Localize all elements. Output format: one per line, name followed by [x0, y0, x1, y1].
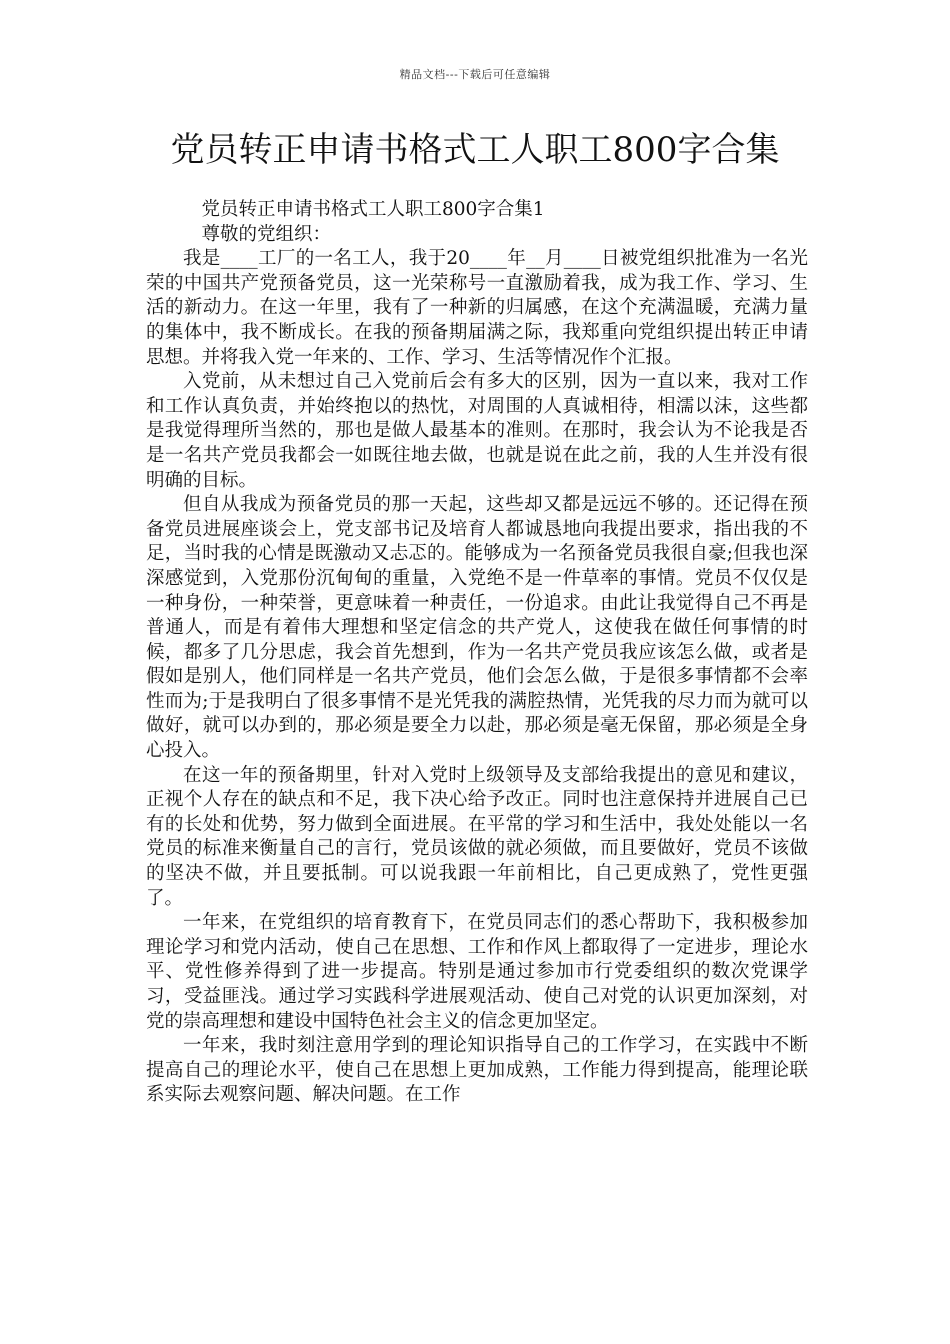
section-subtitle: 党员转正申请书格式工人职工800字合集1 — [201, 199, 545, 220]
paragraph-3: 但自从我成为预备党员的那一天起，这些却又都是远远不够的。还记得在预备党员进展座谈会上，党支部书记及培育人都诚恳地向我提出要求，指出我的不足，当时我的心情是既激动又忐忑的。能够成为一名预备党员我很自豪;但我也深深感觉到，入党那份沉甸甸的重量，入党绝不是一件草率的事情。党员不仅仅是一种身份，一种荣誉，更意味着一种责任，一份追求。由此让我觉得自己不再是普通人，而是有着伟大理想和坚定信念的共产党人，这使我在做任何事情的时候，都多了几分思虑，我会首先想到，作为一名共产党员我应该怎么做，或者是假如是别人，他们同样是一名共产党员，他们会怎么做，于是很多事情都不会率性而为;于是我明白了很多事情不是光凭我的满腔热情，光凭我的尽力而为就可以做好，就可以办到的，那必须是要全力以赴，那必须是毫无保留，那必须是全身心投入。 — [146, 494, 808, 762]
paragraph-4: 在这一年的预备期里，针对入党时上级领导及支部给我提出的意见和建议，正视个人存在的缺点和不足，我下决心给予改正。同时也注意保持并进展自己已有的长处和优势，努力做到全面进展。在平常的学习和生活中，我处处能以一名党员的标准来衡量自己的言行，党员该做的就必须做，而且要做好，党员不该做的坚决不做，并且要抵制。可以说我跟一年前相比，自己更成熟了，党性更强了。 — [146, 764, 808, 909]
paragraph-5: 一年来，在党组织的培育教育下，在党员同志们的悉心帮助下，我积极参加理论学习和党内活动，使自己在思想、工作和作风上都取得了一定进步，理论水平、党性修养得到了进一步提高。特别是通过参加市行党委组织的数次党课学习，受益匪浅。通过学习实践科学进展观活动、使自己对党的认识更加深刻，对党的崇高理想和建设中国特色社会主义的信念更加坚定。 — [146, 912, 808, 1032]
document-title: 党员转正申请书格式工人职工800字合集 — [170, 130, 780, 170]
greeting: 尊敬的党组织： — [201, 223, 332, 245]
document-body — [146, 198, 808, 1108]
paragraph-6: 一年来，我时刻注意用学到的理论知识指导自己的工作学习，在实践中不断提高自己的理论水平，使自己在思想上更加成熟，工作能力得到提高，能理论联系实际去观察问题、解决问题。在工作 — [146, 1035, 808, 1106]
paragraph-1: 我是____工厂的一名工人，我于20____年__月____日被党组织批准为一名光荣的中国共产党预备党员，这一光荣称号一直激励着我，成为我工作、学习、生活的新动力。在这一年里，我有了一种新的归属感，在这个充满温暖，充满力量的集体中，我不断成长。在我的预备期届满之际，我郑重向党组织提出转正申请思想。并将我入党一年来的、工作、学习、生活等情况作个汇报。 — [146, 248, 808, 368]
paragraph-2: 入党前，从未想过自己入党前后会有多大的区别，因为一直以来，我对工作和工作认真负责，并始终抱以的热忱，对周围的人真诚相待，相濡以沫，这些都是我觉得理所当然的，那也是做人最基本的准则。在那时，我会认为不论我是否是一名共产党员我都会一如既往地去做，也就是说在此之前，我的人生并没有很明确的目标。 — [146, 371, 808, 491]
header-note: 精品文档---下载后可任意编辑 — [399, 68, 551, 81]
